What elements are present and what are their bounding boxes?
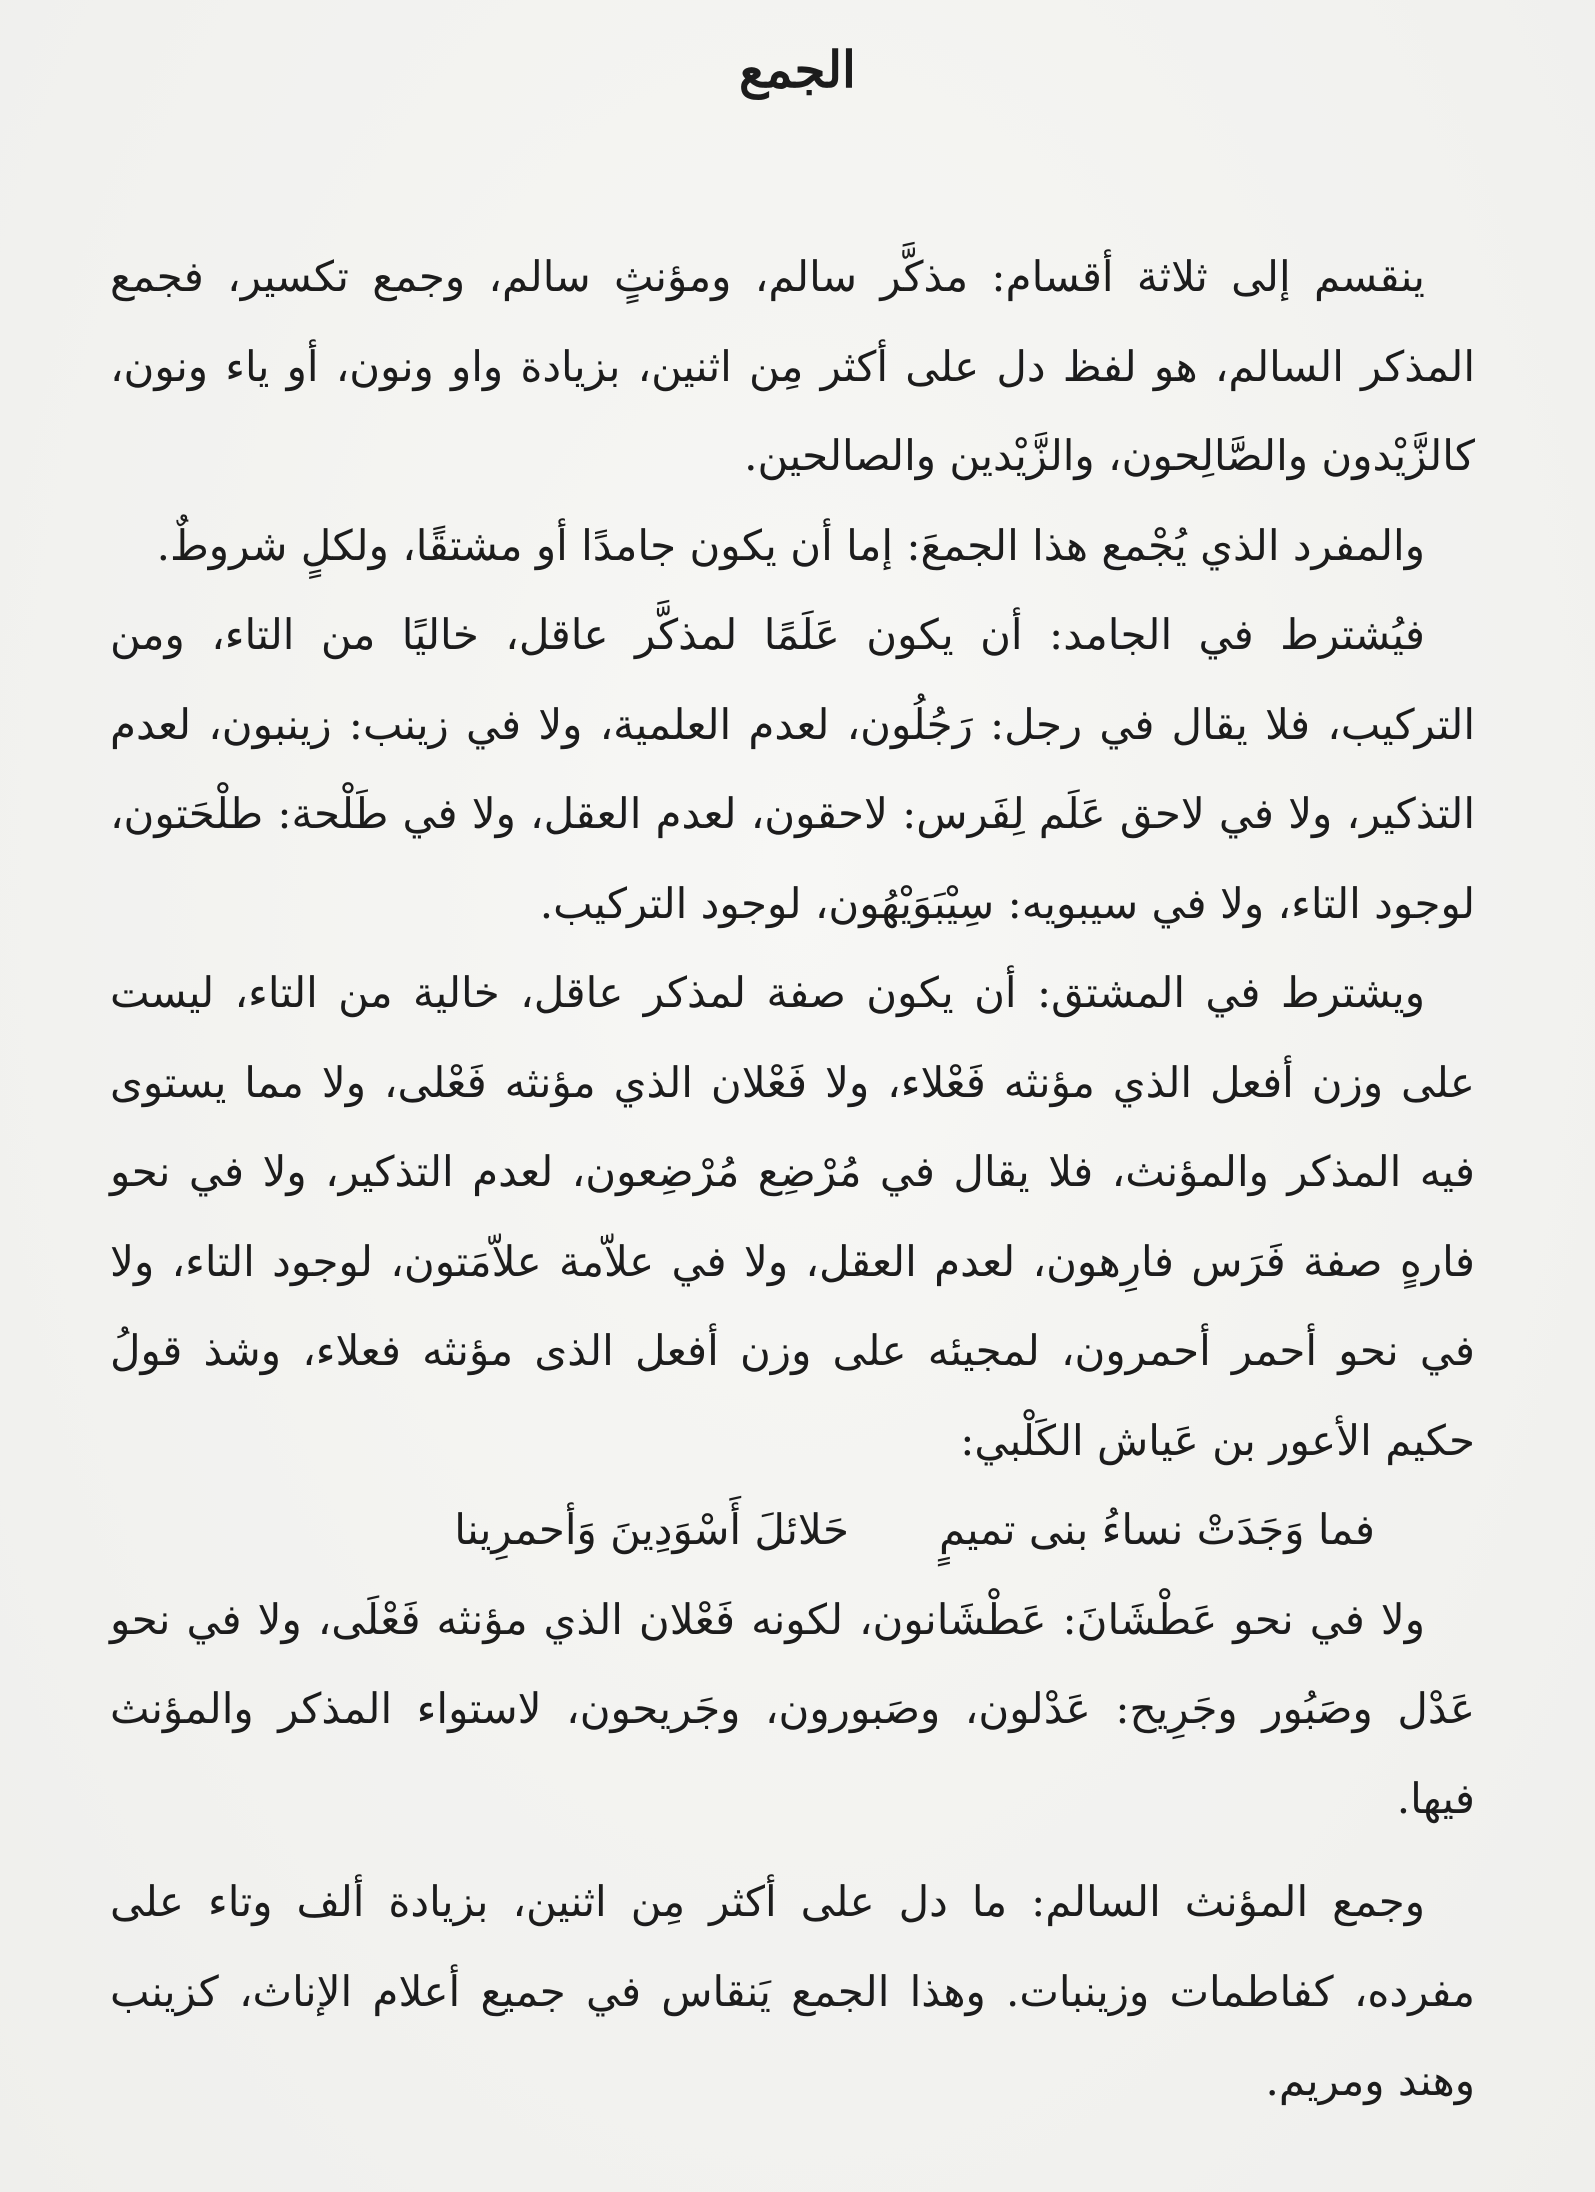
page-body (110, 232, 1475, 2126)
paragraph-feminine-plural: وجمع المؤنث السالم: ما دل على أكثر مِن اثنين، بزيادة ألف وتاء على مفرده، كفاطمات وزينبات. وهذا الجمع يَنقاس في جميع أعلام الإناث، كزينب وهند ومريم. (110, 1877, 1475, 2105)
paragraph-jamid-conditions: فيُشترط في الجامد: أن يكون عَلَمًا لمذكَّر عاقل، خاليًا من التاء، ومن التركيب، فلا يقال في رجل: رَجُلُون، لعدم العلمية، ولا في زينب: زينبون، لعدم التذكير، ولا في لاحق عَلَم لِفَرس: لاحقون، لعدم العقل، ولا في طَلْحة: طلْحَتون، لوجود التاء، ولا في سيبويه: سِيْبَوَيْهُون، لوجود التركيب. (110, 610, 1475, 928)
paragraph-mushtaq-conditions: ويشترط في المشتق: أن يكون صفة لمذكر عاقل، خالية من التاء، ليست على وزن أفعل الذي مؤنثه فَعْلاء، ولا فَعْلان الذي مؤنثه فَعْلى، ولا مما يستوى فيه المذكر والمؤنث، فلا يقال في مُرْضِع مُرْضِعون، لعدم التذكير، ولا في نحو فارهٍ صفة فَرَس فارِهون، لعدم العقل، ولا في علاّمة علاّمَتون، لوجود التاء، ولا في نحو أحمر أحمرون، لمجيئه على وزن أفعل الذى مؤنثه فعلاء، وشذ قولُ حكيم الأعور بن عَياش الكَلْبي: (110, 968, 1475, 1465)
paragraph-exceptions: ولا في نحو عَطْشَانَ: عَطْشَانون، لكونه فَعْلان الذي مؤنثه فَعْلَى، ولا في نحو عَدْل وصَبُور وجَرِيح: عَدْلون، وصَبورون، وجَريحون، لاستواء المذكر والمؤنث فيها. (110, 1594, 1475, 1823)
paragraph-singular: والمفرد الذي يُجْمع هذا الجمعَ: إما أن يكون جامدًا أو مشتقًا، ولكلٍ شروطٌ. (156, 520, 1425, 570)
paragraph-intro: ينقسم إلى ثلاثة أقسام: مذكَّر سالم، ومؤنثٍ سالم، وجمع تكسير، فجمع المذكر السالم، هو لفظ دل على أكثر مِن اثنين، بزيادة واو ونون، أو ياء ونون، كالزَّيْدون والصَّالِحون، والزَّيْدين والصالحين. (110, 252, 1475, 480)
verse-first-hemistich: فما وَجَدَتْ نساءُ بنى تميمٍ (938, 1505, 1375, 1554)
verse-second-hemistich: حَلائلَ أَسْوَدِينَ وَأحمرِينا (454, 1505, 849, 1554)
poetry-verse (110, 1485, 1475, 1575)
page-title: الجمع (739, 40, 856, 99)
